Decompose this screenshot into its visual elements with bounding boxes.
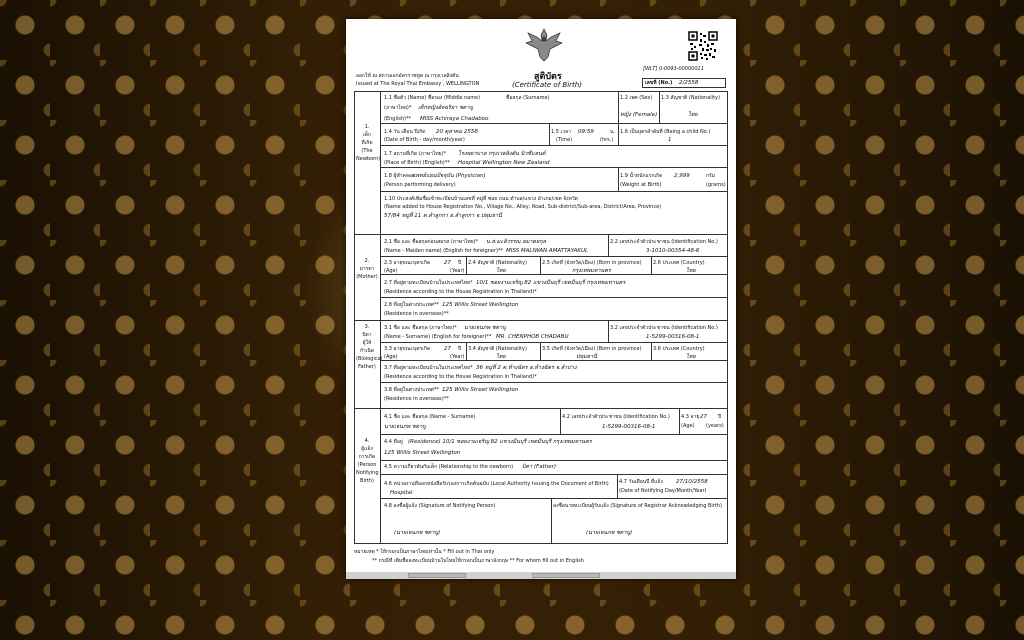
section-2-label: 2. มารดา (Mother) xyxy=(356,258,378,280)
father-country: ไทย xyxy=(686,354,696,360)
viewer-bar-segment xyxy=(408,573,466,578)
mother-name-en: MISS MALIWAN AMATTAYAKUL xyxy=(506,248,589,254)
newborn-time: 09:59 xyxy=(578,129,594,135)
delivery-person: แพทย์แผนปัจจุบัน (Physician) xyxy=(412,173,486,179)
father-age: 27 xyxy=(444,346,451,352)
mother-age: 27 xyxy=(444,260,451,266)
notifier-name: นายเจนภพ ชดาบู xyxy=(384,424,426,430)
notifier-signature-name: (นายเจนภพ ชดาบู) xyxy=(394,530,441,536)
footer-note-2: ** กรณีที่ เพิ่มชื่อลงทะเบียนบ้านในไทยให้กรอกเป็นภาษาอังกฤษ ** For whom fill out in English xyxy=(372,558,584,564)
mother-name-th: น.ส.มะลิวรรณ อมาตยกุล xyxy=(486,239,546,245)
newborn-child-no: 1 xyxy=(668,137,672,143)
mother-born-province: กรุงเทพมหานคร xyxy=(572,268,611,274)
page-title: สูติบัตร xyxy=(534,72,562,82)
notifier-residence: (Residence) 10/1 ซอยงามเจริญ 82 แขวงมีนบุรี เขตมีนบุรี กรุงเทพมหานคร xyxy=(408,439,592,445)
viewer-bar-segment xyxy=(532,573,600,578)
mother-residence-th: 10/1 ซอยงามเจริญ 82 แขวงมีนบุรี เขตมีนบุรี กรุงเทพมหานคร xyxy=(476,280,626,286)
birth-weight: 2,999 xyxy=(674,173,690,179)
section-1-label: 1. เด็ก ที่เกิด (The Newborn) xyxy=(356,124,381,162)
mother-residence-overseas: 125 Willis Street Wellington xyxy=(442,302,519,308)
form-table xyxy=(354,91,728,544)
notifier-residence-overseas: 125 Willis Street Wellington xyxy=(384,450,461,456)
father-residence-overseas: 125 Willis Street Wellington xyxy=(442,387,519,393)
registrar-signature-name: (นายเจนภพ ชดาบู) xyxy=(586,530,633,536)
mother-country: ไทย xyxy=(686,268,696,274)
viewer-bottom-bar xyxy=(346,572,736,579)
house-registration-address: 57/84 หมู่ที่ 11 ต.ลำลูกกา อ.ลำลูกกา จ.ปทุมธานี xyxy=(384,213,502,219)
newborn-sex: หญิง (Female) xyxy=(620,112,658,118)
father-nationality: ไทย xyxy=(496,354,506,360)
newborn-dob: 20 ตุลาคม 2558 xyxy=(436,129,478,135)
qr-code-icon xyxy=(688,31,718,61)
issued-at-th: ออกให้ ณ สถานเอกอัครราชทูต ณ กรุงเวลลิงตัน xyxy=(356,73,459,79)
notification-date: 27/10/2558 xyxy=(676,479,708,485)
birth-place-th: โรงพยาบาล กรุงเวลลิงตัน นิวซีแลนด์ xyxy=(458,151,546,157)
father-residence-th: 36 หมู่ที่ 2 ต.ห้างฉัตร อ.ห้างฉัตร จ.ลำปาง xyxy=(476,365,577,371)
father-name-th: นายเจนภพ ชดาบู xyxy=(464,325,506,331)
newborn-nationality: ไทย xyxy=(688,112,698,118)
issued-at-en: Issued at The Royal Thai Embassy , WELLINGTON xyxy=(356,81,480,87)
reference-number: [WLT] 0-0093-00000011 xyxy=(643,66,704,72)
notifier-id: 1-5299-00316-08-1 xyxy=(602,424,656,430)
father-born-province: ปทุมธานี xyxy=(576,354,597,360)
father-name-en: MR. CHENPHOB CHADABU xyxy=(496,334,569,340)
newborn-name-th: เด็กหญิงอัจฉริยา ชดาบู xyxy=(418,105,473,111)
garuda-emblem-icon xyxy=(524,27,564,63)
notifier-relationship: บิดา (Father) xyxy=(522,464,557,470)
mother-nationality: ไทย xyxy=(496,268,506,274)
section-3-label: 3. บิดา ผู้ให้ กำเนิด (Biological Father) xyxy=(356,324,383,370)
certificate-number: 2/2558 xyxy=(679,80,699,86)
birth-certificate-page: ออกให้ ณ สถานเอกอัครราชทูต ณ กรุงเวลลิงตัน Issued at The Royal Thai Embassy , WELLINGTON สูติบัตร (Certificate of Birth) [WLT] 0-0093-00000011 เลขที่ (No.) 2/2558 1. เด็ก ที่เกิด (The Newborn) 1.1 ชื่อตัว (Name) ชื่อรอง (Middle name) ชื่อสกุล (Surname) (ภาษาไทย)* เด็กหญิงอัจฉริยา ชดาบู (English)** MISS Achiraya Chadaboo 1.2 เพศ (Sex) หญิง (Female) 1.3 สัญชาติ (Nationality) ไทย 1.4 วัน เดือน ปีเกิด 20 ตุลาคม 2558 (Date of Birth - day/month/year) 1.5 เวลา 09:59 น. (Time) (hrs.) 1.6 เป็นบุตรลำดับที่ (Being a child No.) 1 1.7 สถานที่เกิด (ภาษาไทย)* โรงพยาบาล กรุงเวลลิงตัน นิวซีแลนด์ (Place of Birth) (English)** Hospital Wellington New Zealand 1.8 ผู้ทำคลอด แพทย์แผนปัจจุบัน (Physician) (Person performing delivery) 1.9 น้ำหนักแรกเกิด 2,999 กรัม (Weight at Birth) (grams) 1.10 ประสงค์เพิ่มชื่อเข้าทะเบียนบ้านเลขที่ หมู่ที่ ซอย ถนน ตำบล/แขวง อำเภอ/เขต จังหวัด (Name added to House Registration No., Village No., Alley, Road, Sub-district/Sub-area, District/Area, Province) 57/84 หมู่ที่ 11 ต.ลำลูกกา อ.ลำลูกกา จ.ปทุมธานี 2. มารดา (Mother) 2.1 ชื่อ และ ชื่อสกุลก่อนสมรส (ภาษาไทย)* น.ส.มะลิวรรณ อมาตยกุล (Name - Maiden name) (English for foreigner)** MISS MALIWAN AMATTAYAKUL 2.2 เลขประจำตัวประชาชน (Identification No.) 3-1010-00354-48-6 2.3 อายุขณะบุตรเกิด 27 ปี (Age) (Year) 2.4 สัญชาติ (Nationality) ไทย 2.5 เกิดที่ (จังหวัด/เมือง) (Born in province) กรุงเทพมหานคร 2.6 ประเทศ (Country) ไทย 2.7 ที่อยู่ตามทะเบียนบ้านในประเทศไทย* 10/1 ซอยงามเจริญ 82 แขวงมีนบุรี เขตมีนบุรี กรุงเทพมหานคร (Residence according to the House Registration in Thailand)* 2.8 ที่อยู่ในต่างประเทศ** 125 Willis Street Wellington (Residence in overseas)** 3. บิดา ผู้ให้ กำเนิด (Biological Father) 3.1 ชื่อ และ ชื่อสกุล (ภาษาไทย)* นายเจนภพ ชดาบู (Name - Surname) (English for foreigner)** MR. CHENPHOB CHADABU 3.2 เลขประจำตัวประชาชน (Identification No.) 1-5299-00316-08-1 3.3 อายุขณะบุตรเกิด 27 ปี (Age) (Year) 3.4 สัญชาติ (Nationality) ไทย 3.5 เกิดที่ (จังหวัด/เมือง) (Born in province) ปทุมธานี 3.6 ประเทศ (Country) ไทย 3.7 ที่อยู่ตามทะเบียนบ้านในประเทศไทย* 36 หมู่ที่ 2 ต.ห้างฉัตร อ.ห้างฉัตร จ.ลำปาง (Residence according to the House Registration in Thailand)* 3.8 ที่อยู่ในต่างประเทศ** 125 Willis Street Wellington (Residence in overseas)** 4. ผู้แจ้ง การเกิด (Person Notifying Birth) 4.1 ชื่อ และ ชื่อสกุล (Name - Surname) นายเจนภพ ชดาบู 4.2 เลขประจำตัวประชาชน (Identification No.) 1-5299-00316-08-1 4.3 อายุ 27 ปี (Age) (years) 4.4 ที่อยู่ (Residence) 10/1 ซอยงามเจริญ 82 แขวงมีนบุรี เขตมีนบุรี กรุงเทพมหานคร 125 Willis Street Wellington 4.5 ความเกี่ยวพันกับเด็ก (Relationship to the newborn) บิดา (Father) 4.6 หน่วยงานที่ออกหนังสือรับรองการเกิดต้นฉบับ (Local Authority Issuing the Document of Birth) Hospital 4.7 วันเดือนปี ที่แจ้ง 27/10/2558 (Date of Notifying Day/Month/Year) 4.8 ลงชื่อผู้แจ้ง (Signature of Notifying Person) (นายเจนภพ ชดาบู) ลงชื่อนายทะเบียนผู้รับแจ้ง (Signature of Registrar Acknowledging Birth) (นายเจนภพ ชดาบู) หมายเหตุ * ให้กรอกเป็นภาษาไทยเท่านั้น * Fill out in Thai only ** กรณีที่ เพิ่มชื่อลงทะเบียนบ้านในไทยให้กรอกเป็นภาษาอังกฤษ ** For whom fill out in English xyxy=(346,19,736,578)
birth-place-en: Hospital Wellington New Zealand xyxy=(458,160,550,166)
notifier-age: 27 xyxy=(700,414,707,420)
certificate-number-box: เลขที่ (No.) 2/2558 xyxy=(642,78,726,88)
section-4-label: 4. ผู้แจ้ง การเกิด (Person Notifying Birth) xyxy=(356,438,379,484)
footer-note-1: หมายเหตุ * ให้กรอกเป็นภาษาไทยเท่านั้น * Fill out in Thai only xyxy=(354,549,495,555)
page-subtitle: (Certificate of Birth) xyxy=(512,81,582,89)
issuing-authority: Hospital xyxy=(390,490,413,496)
newborn-name-en: MISS Achiraya Chadaboo xyxy=(420,116,489,122)
mother-id: 3-1010-00354-48-6 xyxy=(646,248,700,254)
father-id: 1-5299-00316-08-1 xyxy=(646,334,700,340)
